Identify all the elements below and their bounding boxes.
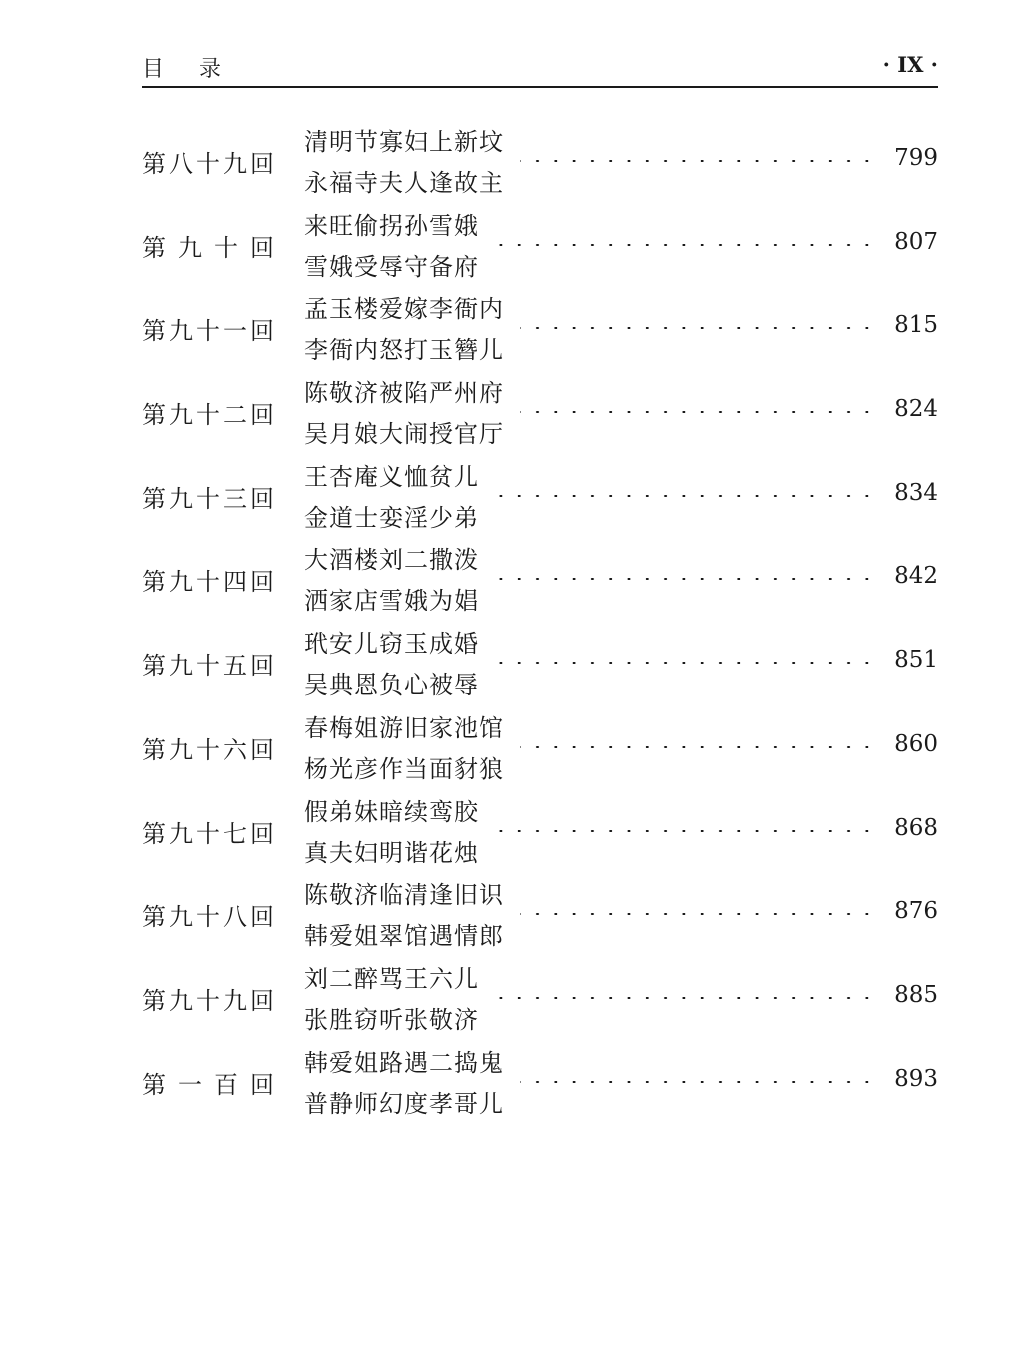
chapter-char: 第 [142, 819, 166, 848]
dot-leader [495, 662, 876, 664]
chapter-title-line2: 洒家店雪娥为娼 [304, 587, 479, 616]
chapter-title-line1: 王杏庵义恤贫儿 [304, 462, 479, 491]
dot-leader [495, 997, 876, 999]
page-header [142, 46, 938, 88]
chapter-char: 十 [196, 484, 220, 513]
chapter-title-line2: 雪娥受辱守备府 [304, 252, 479, 281]
toc-entry[interactable] [142, 200, 938, 284]
chapter-number [142, 395, 274, 430]
chapter-char: 九 [169, 401, 193, 430]
dot-leader [495, 244, 876, 246]
chapter-char: 十 [196, 986, 220, 1015]
toc-entry[interactable] [142, 283, 938, 367]
page-number: 842 [894, 563, 938, 590]
chapter-char: 第 [142, 903, 166, 932]
toc-entry[interactable] [142, 953, 938, 1037]
chapter-titles [304, 708, 504, 790]
toc-entry[interactable] [142, 451, 938, 535]
chapter-number [142, 311, 274, 346]
chapter-number [142, 1065, 274, 1100]
chapter-char: 九 [169, 903, 193, 932]
chapter-char: 回 [250, 652, 274, 681]
chapter-title-line2: 金道士娈淫少弟 [304, 503, 479, 532]
chapter-char: 四 [223, 568, 247, 597]
chapter-number [142, 730, 274, 765]
chapter-char: 十 [196, 903, 220, 932]
page-number: 876 [894, 898, 938, 925]
chapter-number [142, 562, 274, 597]
chapter-titles [304, 624, 479, 706]
chapter-title-line1: 春梅姐游旧家池馆 [304, 713, 504, 742]
chapter-title-line1: 清明节寡妇上新坟 [304, 128, 504, 156]
page-number: 893 [894, 1065, 938, 1092]
toc-entry[interactable] [142, 116, 938, 200]
chapter-char: 十 [196, 150, 220, 178]
chapter-char: 三 [223, 484, 247, 513]
chapter-titles [304, 875, 504, 957]
chapter-char: 第 [142, 652, 166, 681]
chapter-char: 第 [142, 568, 166, 597]
chapter-title-line1: 陈敬济临清逢旧识 [304, 881, 504, 910]
page-number: 815 [894, 312, 938, 339]
chapter-char: 一 [223, 317, 247, 346]
chapter-char: 九 [169, 568, 193, 597]
chapter-char: 十 [196, 401, 220, 430]
page-number: 807 [894, 228, 938, 255]
chapter-char: 第 [142, 150, 166, 178]
chapter-char: 回 [250, 484, 274, 513]
dot-leader [495, 830, 876, 832]
page-number: 834 [894, 479, 938, 506]
chapter-char: 回 [250, 1070, 274, 1099]
chapter-char: 十 [196, 317, 220, 346]
toc-entry[interactable] [142, 702, 938, 786]
toc-entry[interactable] [142, 1037, 938, 1121]
chapter-title-line2: 张胜窃听张敬济 [304, 1005, 479, 1034]
chapter-char: 七 [223, 819, 247, 848]
chapter-titles [304, 457, 479, 539]
chapter-char: 第 [142, 1070, 166, 1099]
page-number: 860 [894, 730, 938, 757]
chapter-char: 回 [250, 568, 274, 597]
chapter-title-line1: 玳安儿窃玉成婚 [304, 630, 479, 659]
chapter-char: 回 [250, 233, 274, 262]
chapter-title-line1: 来旺偷拐孙雪娥 [304, 211, 479, 240]
chapter-char: 百 [214, 1070, 238, 1099]
chapter-char: 第 [142, 233, 166, 262]
dot-leader [520, 913, 876, 915]
page-number: 851 [894, 647, 938, 674]
header-title: 目 录 [142, 57, 235, 82]
chapter-char: 九 [169, 652, 193, 681]
chapter-title-line2: 真夫妇明谐花烛 [304, 838, 479, 867]
chapter-number [142, 479, 274, 514]
chapter-title-line1: 假弟妹暗续鸾胶 [304, 797, 479, 826]
dot-leader [520, 746, 876, 748]
chapter-char: 十 [196, 735, 220, 764]
chapter-char: 六 [223, 735, 247, 764]
toc-entry[interactable] [142, 869, 938, 953]
chapter-char: 回 [250, 401, 274, 430]
page-number: 868 [894, 814, 938, 841]
chapter-char: 第 [142, 484, 166, 513]
chapter-char: 回 [250, 150, 274, 178]
chapter-title-line1: 韩爱姐路遇二捣鬼 [304, 1048, 504, 1077]
chapter-titles [304, 540, 479, 622]
chapter-title-line2: 韩爱姐翠馆遇情郎 [304, 922, 504, 951]
chapter-char: 九 [169, 317, 193, 346]
chapter-title-line2: 永福寺夫人逢故主 [304, 169, 504, 197]
chapter-titles [304, 1043, 504, 1125]
chapter-titles [304, 959, 479, 1041]
chapter-number [142, 981, 274, 1016]
page-number: 885 [894, 981, 938, 1008]
toc-list [142, 116, 938, 1120]
dot-leader [520, 327, 876, 329]
chapter-char: 第 [142, 317, 166, 346]
chapter-char: 九 [223, 150, 247, 178]
dot-leader [520, 1081, 876, 1083]
chapter-char: 九 [169, 819, 193, 848]
header-page-number: · IX · [882, 52, 938, 77]
chapter-char: 回 [250, 735, 274, 764]
chapter-number [142, 144, 274, 179]
chapter-char: 十 [196, 819, 220, 848]
chapter-titles [304, 122, 504, 204]
chapter-titles [304, 792, 479, 874]
chapter-char: 八 [169, 150, 193, 178]
toc-entry[interactable] [142, 618, 938, 702]
chapter-number [142, 814, 274, 849]
chapter-title-line1: 孟玉楼爱嫁李衙内 [304, 295, 504, 324]
page-number: 799 [894, 145, 938, 171]
chapter-char: 第 [142, 986, 166, 1015]
toc-entry[interactable] [142, 786, 938, 870]
chapter-number [142, 897, 274, 932]
chapter-char: 回 [250, 819, 274, 848]
chapter-title-line2: 杨光彦作当面豺狼 [304, 754, 504, 783]
page-number: 824 [894, 396, 938, 423]
chapter-char: 回 [250, 317, 274, 346]
chapter-char: 第 [142, 735, 166, 764]
chapter-char: 二 [223, 401, 247, 430]
chapter-number [142, 646, 274, 681]
chapter-char: 九 [169, 484, 193, 513]
toc-entry[interactable] [142, 534, 938, 618]
chapter-number [142, 228, 274, 263]
chapter-titles [304, 373, 504, 455]
chapter-title-line2: 吴典恩负心被辱 [304, 671, 479, 700]
chapter-char: 九 [223, 986, 247, 1015]
chapter-char: 回 [250, 986, 274, 1015]
chapter-title-line1: 大酒楼刘二撒泼 [304, 546, 479, 575]
chapter-char: 回 [250, 903, 274, 932]
dot-leader [495, 495, 876, 497]
chapter-titles [304, 206, 479, 288]
chapter-title-line2: 李衙内怒打玉簪儿 [304, 336, 504, 365]
chapter-char: 九 [178, 233, 202, 262]
chapter-title-line1: 刘二醉骂王六儿 [304, 964, 479, 993]
chapter-title-line2: 普静师幻度孝哥儿 [304, 1089, 504, 1118]
chapter-char: 十 [196, 652, 220, 681]
chapter-title-line1: 陈敬济被陷严州府 [304, 379, 504, 408]
chapter-titles [304, 289, 504, 371]
dot-leader [495, 578, 876, 580]
chapter-char: 八 [223, 903, 247, 932]
dot-leader [520, 160, 876, 162]
chapter-char: 一 [178, 1070, 202, 1099]
chapter-title-line2: 吴月娘大闹授官厅 [304, 420, 504, 449]
toc-entry[interactable] [142, 367, 938, 451]
chapter-char: 第 [142, 401, 166, 430]
dot-leader [520, 411, 876, 413]
chapter-char: 十 [214, 233, 238, 262]
chapter-char: 九 [169, 986, 193, 1015]
chapter-char: 十 [196, 568, 220, 597]
chapter-char: 九 [169, 735, 193, 764]
chapter-char: 五 [223, 652, 247, 681]
